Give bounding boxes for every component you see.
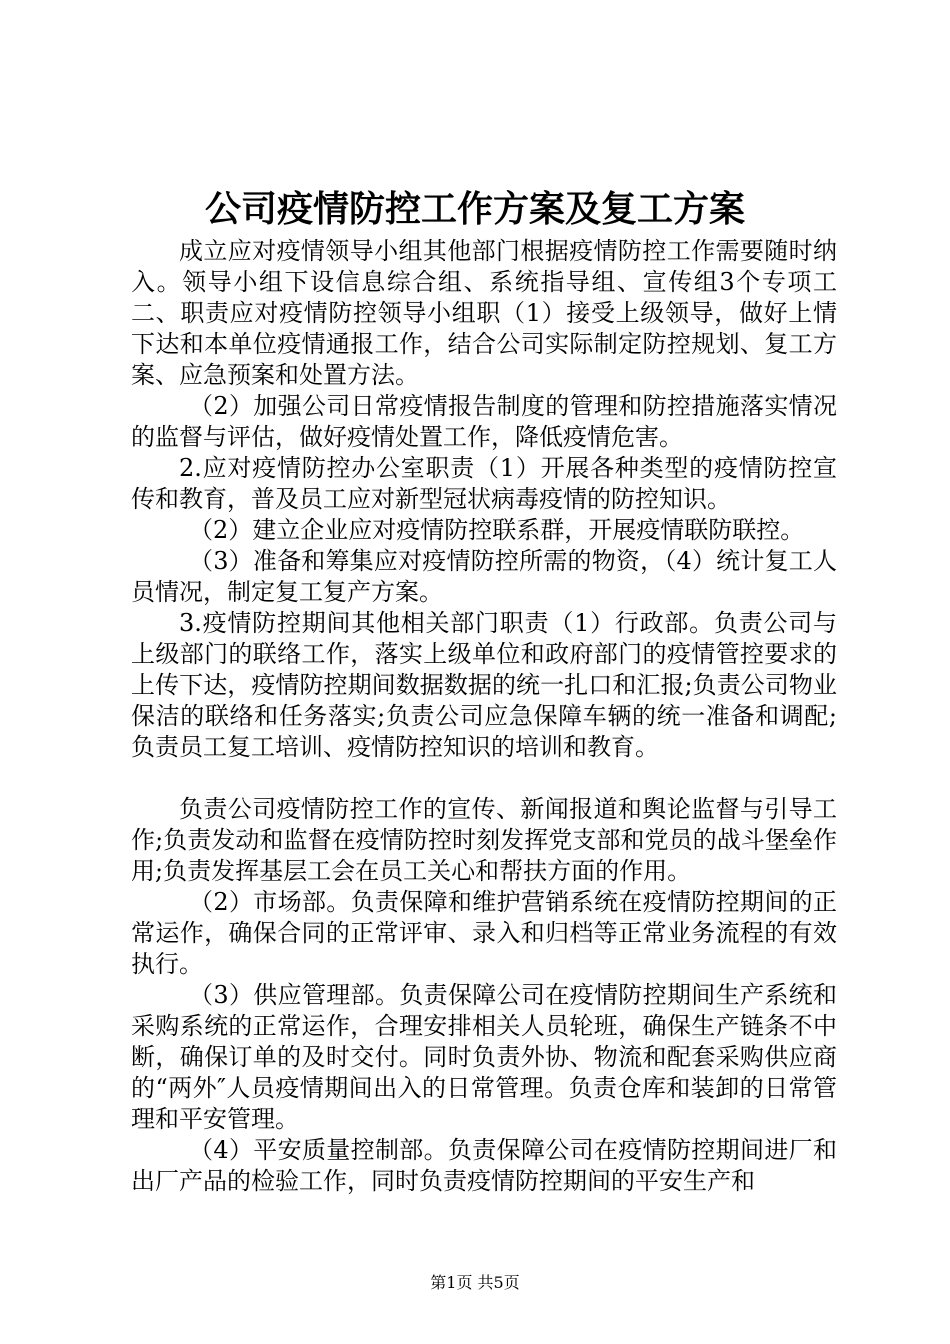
paragraph: （2）市场部。负责保障和维护营销系统在疫情防控期间的正常运作，确保合同的正常评审、录入和归档等正常业务流程的有效执行。 [131, 888, 837, 978]
paragraph: 负责公司疫情防控工作的宣传、新闻报道和舆论监督与引导工作;负责发动和监督在疫情防控时刻发挥党支部和党员的战斗堡垒作用;负责发挥基层工会在员工关心和帮扶方面的作用。 [131, 795, 837, 885]
paragraph: （3）供应管理部。负责保障公司在疫情防控期间生产系统和采购系统的正常运作，合理安排相关人员轮班，确保生产链条不中断，确保订单的及时交付。同时负责外协、物流和配套采购供应商的“两外″人员疫情期间出入的日常管理。负责仓库和装卸的日常管理和平安管理。 [131, 981, 837, 1133]
paragraph: 3.疫情防控期间其他相关部门职责（1）行政部。负责公司与上级部门的联络工作，落实上级单位和政府部门的疫情管控要求的上传下达，疫情防控期间数据数据的统一扎口和汇报;负责公司物业保洁的联络和任务落实;负责公司应急保障车辆的统一准备和调配;负责员工复工培训、疫情防控知识的培训和教育。 [131, 609, 837, 761]
document-body [131, 236, 837, 1197]
paragraph: （4）平安质量控制部。负责保障公司在疫情防控期间进厂和出厂产品的检验工作，同时负责疫情防控期间的平安生产和 [131, 1136, 837, 1195]
paragraph-gap [131, 763, 837, 794]
page-footer: 第1页 共5页 [430, 1273, 520, 1292]
paragraph: 成立应对疫情领导小组其他部门根据疫情防控工作需要随时纳入。领导小组下设信息综合组、系统指导组、宣传组3个专项工二、职责应对疫情防控领导小组职（1）接受上级领导，做好上情下达和本单位疫情通报工作，结合公司实际制定防控规划、复工方案、应急预案和处置方法。 [131, 237, 837, 389]
document-title: 公司疫情防控工作方案及复工方案 [204, 188, 745, 230]
paragraph: （3）准备和筹集应对疫情防控所需的物资，（4）统计复工人员情况，制定复工复产方案。 [131, 547, 837, 606]
paragraph: 2.应对疫情防控办公室职责（1）开展各种类型的疫情防控宣传和教育，普及员工应对新型冠状病毒疫情的防控知识。 [131, 454, 837, 513]
paragraph: （2）加强公司日常疫情报告制度的管理和防控措施落实情况的监督与评估，做好疫情处置工作，降低疫情危害。 [131, 392, 837, 451]
paragraph: （2）建立企业应对疫情防控联系群，开展疫情联防联控。 [189, 516, 805, 544]
